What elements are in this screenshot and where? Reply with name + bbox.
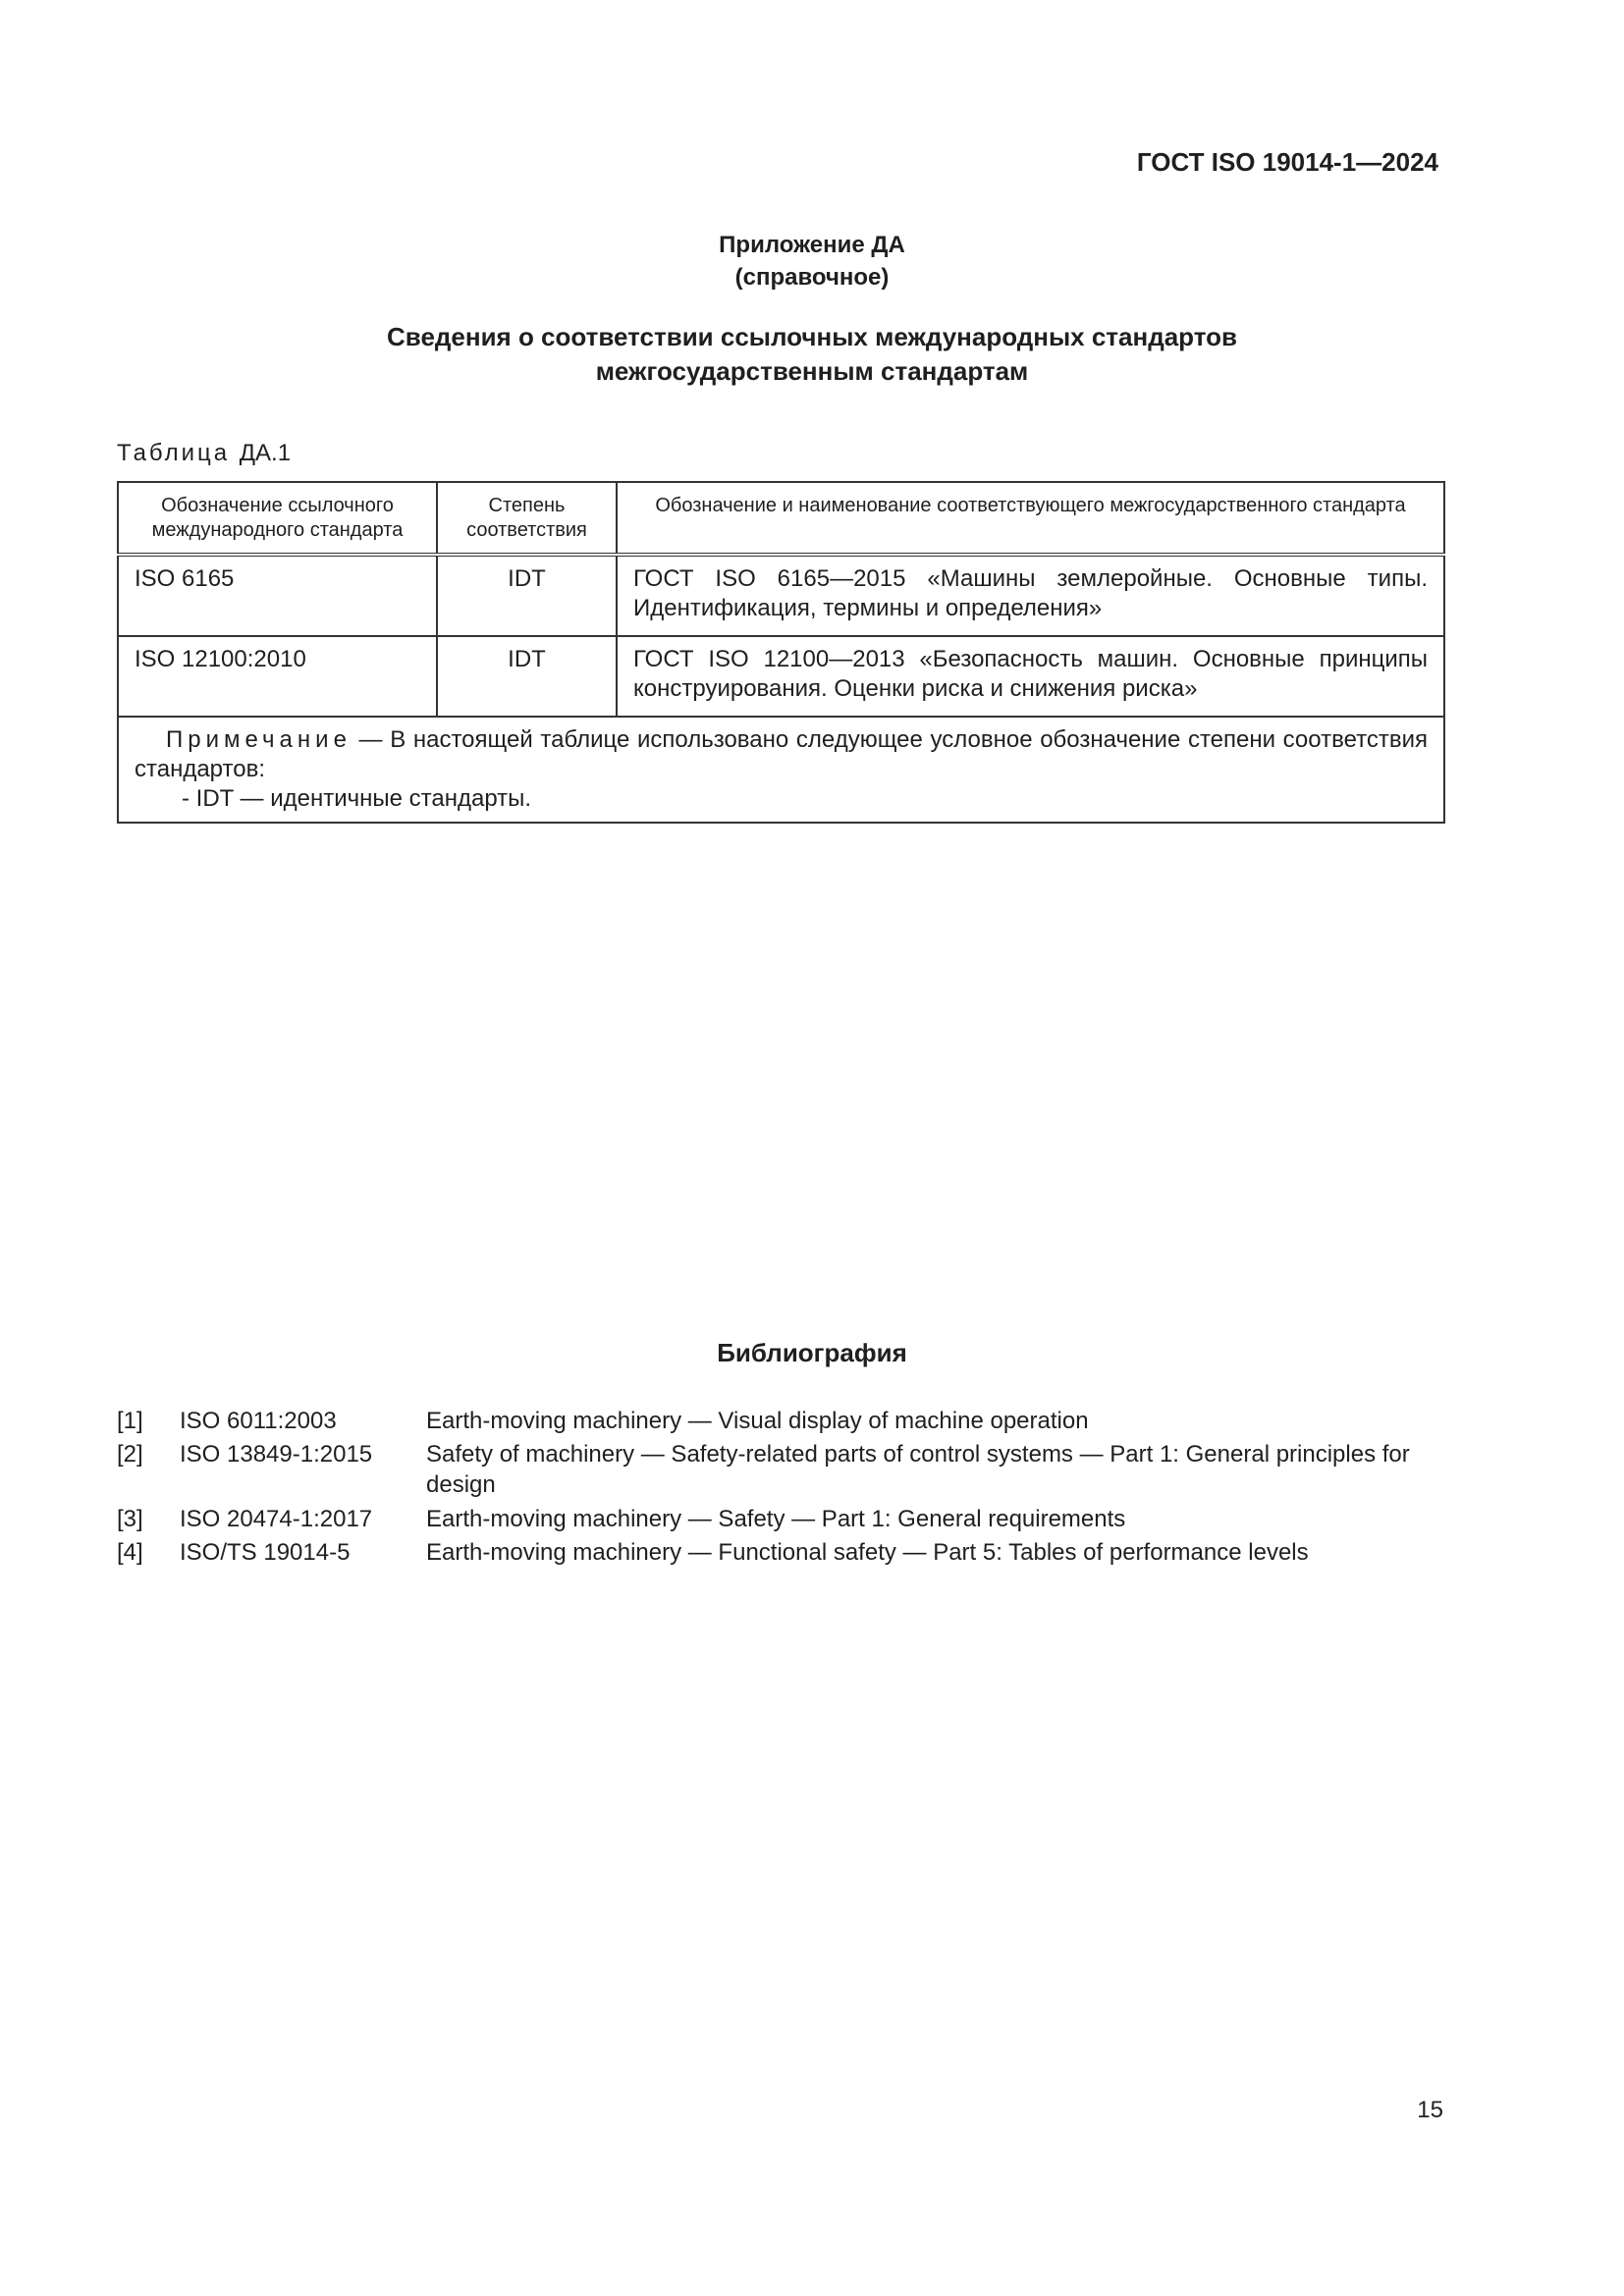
section-title: [0, 320, 1624, 389]
annex-subtitle: (справочное): [734, 264, 890, 291]
bib-code: ISO 20474-1:2017: [180, 1506, 373, 1532]
bibliography-title: Библиография: [717, 1338, 907, 1367]
table-caption: [117, 440, 291, 467]
annex-title: Приложение ДА: [719, 232, 905, 258]
cell-gost: ГОСТ ISO 6165—2015 «Машины землеройные. Основные типы. Идентификация, термины и определения»: [617, 555, 1444, 636]
table-caption-number: ДА.1: [239, 440, 292, 466]
note-paragraph: [135, 725, 1428, 784]
table-caption-word: Таблица: [117, 440, 231, 466]
bibliography-entry: [117, 1537, 1443, 1568]
bibliography-entry: [117, 1439, 1443, 1500]
cell-gost: ГОСТ ISO 12100—2013 «Безопасность машин. Основные принципы конструирования. Оценки риска и снижения риска»: [617, 636, 1444, 717]
note-text: — В настоящей таблице использовано следующее условное обозначение степени соответствия стандартов:: [135, 726, 1428, 782]
bib-title: Earth-moving machinery — Visual display of machine operation: [426, 1408, 1089, 1434]
bib-number: [2]: [117, 1441, 143, 1468]
bib-number: [1]: [117, 1408, 143, 1434]
bib-number: [4]: [117, 1539, 143, 1566]
table-header-row: [118, 482, 1444, 555]
page-number: 15: [1417, 2097, 1443, 2123]
header-gost-standard: Обозначение и наименование соответствующего межгосударственного стандарта: [617, 482, 1444, 555]
bibliography-entry: [117, 1406, 1443, 1436]
bib-code: ISO/TS 19014-5: [180, 1539, 351, 1566]
table-note: [118, 717, 1444, 823]
annex-heading: [0, 229, 1624, 294]
bib-number: [3]: [117, 1506, 143, 1532]
bibliography-entry: [117, 1504, 1443, 1534]
correspondence-table: [117, 481, 1445, 824]
bib-title: Earth-moving machinery — Safety — Part 1: General requirements: [426, 1506, 1126, 1532]
bib-code: ISO 6011:2003: [180, 1408, 337, 1434]
table-note-row: [118, 717, 1444, 823]
document-code: ГОСТ ISO 19014-1—2024: [1136, 147, 1438, 177]
note-item: - IDT — идентичные стандарты.: [182, 785, 532, 812]
header-reference-standard: Обозначение ссылочного международного стандарта: [118, 482, 437, 555]
table-row: [118, 555, 1444, 636]
section-title-line2: межгосударственным стандартам: [595, 356, 1029, 386]
header-degree: Степень соответствия: [437, 482, 617, 555]
section-title-line1: Сведения о соответствии ссылочных международных стандартов: [387, 322, 1237, 351]
bib-code: ISO 13849-1:2015: [180, 1441, 373, 1468]
bib-title: Earth-moving machinery — Functional safety — Part 5: Tables of performance levels: [426, 1539, 1309, 1566]
cell-degree: IDT: [437, 636, 617, 717]
bib-title: Safety of machinery — Safety-related parts of control systems — Part 1: General principles for design: [426, 1441, 1410, 1498]
cell-reference: ISO 6165: [118, 555, 437, 636]
cell-degree: IDT: [437, 555, 617, 636]
table-row: [118, 636, 1444, 717]
cell-reference: ISO 12100:2010: [118, 636, 437, 717]
note-label: Примечание: [166, 726, 352, 753]
